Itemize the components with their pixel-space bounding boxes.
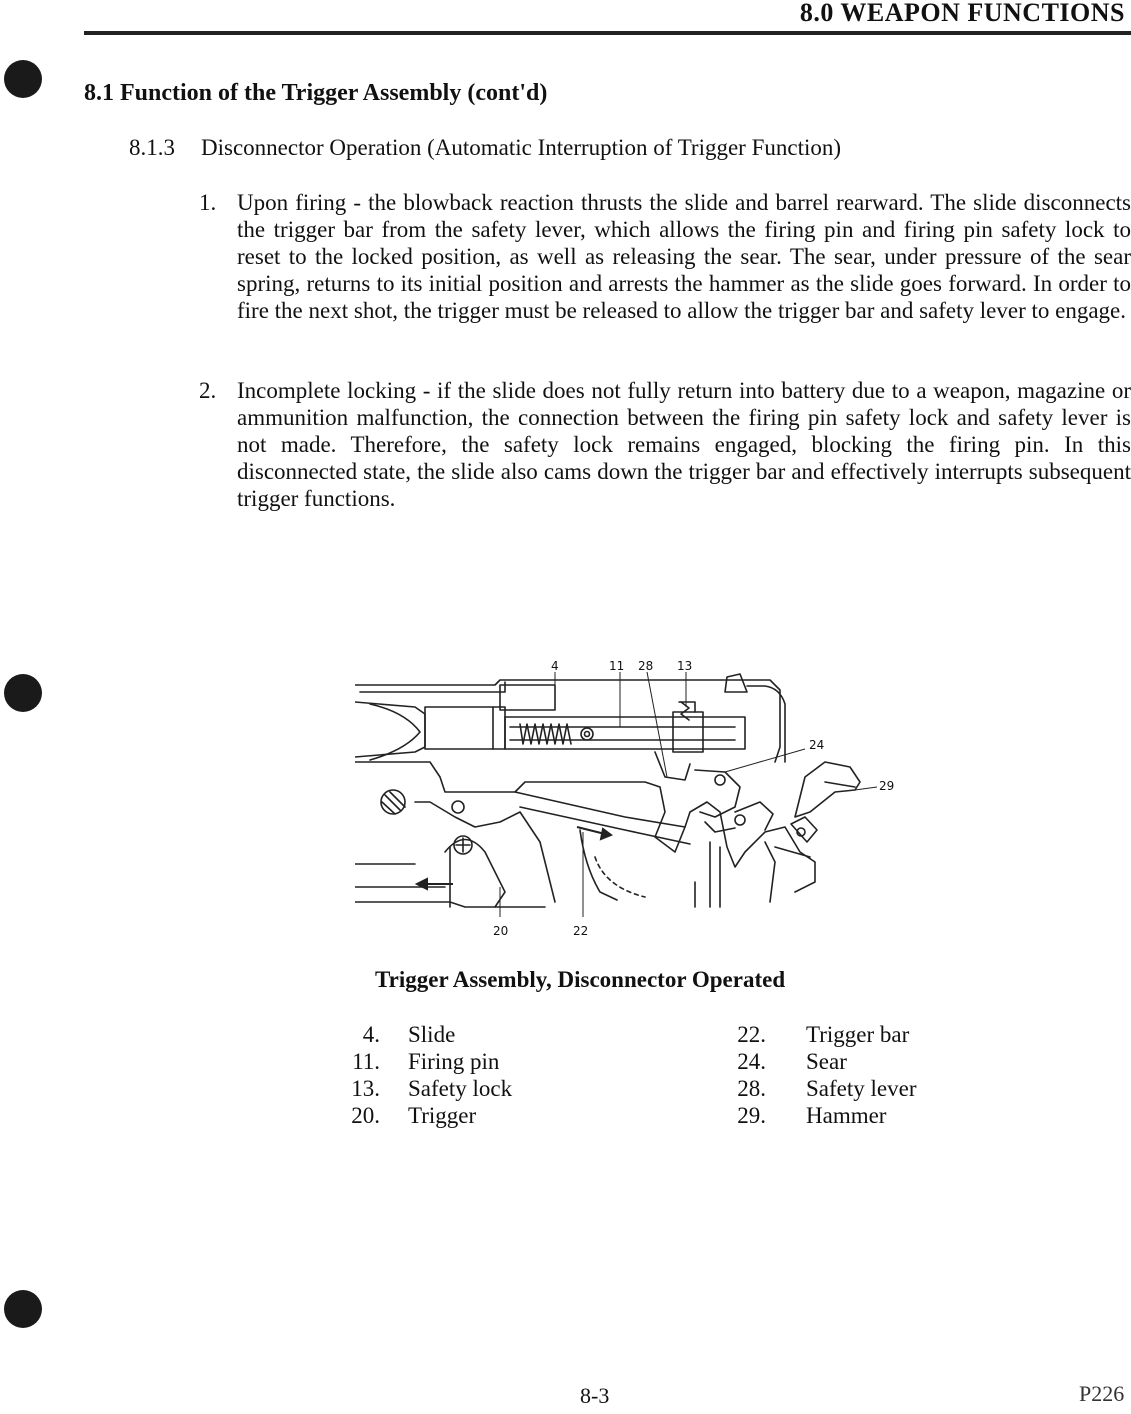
subsection-number: 8.1.3 [129, 135, 175, 160]
legend-name: Sear [806, 1049, 847, 1074]
legend-number: 22. [737, 1022, 766, 1047]
page-header-title: 8.0 WEAPON FUNCTIONS [799, 0, 1125, 27]
paragraph-number: 1. [199, 190, 217, 215]
punch-hole-middle [4, 674, 42, 712]
subsection-title: Disconnector Operation (Automatic Interruption of Trigger Function) [201, 135, 842, 160]
legend-number: 20. [351, 1103, 380, 1128]
subsection-heading [129, 135, 841, 161]
header-rule [84, 31, 1131, 35]
punch-hole-top [4, 60, 42, 98]
callout-24: 24 [809, 738, 825, 752]
legend-number: 13. [351, 1076, 380, 1101]
callout-13: 13 [677, 659, 693, 673]
legend-name: Trigger bar [806, 1022, 910, 1047]
model-label: P226 [1079, 1381, 1125, 1406]
callout-29: 29 [879, 779, 895, 793]
legend-number: 11. [352, 1049, 380, 1074]
trigger-assembly-figure [355, 652, 895, 942]
paragraph-number: 2. [199, 378, 217, 403]
legend-name: Slide [408, 1022, 456, 1047]
callout-28: 28 [638, 659, 654, 673]
paragraph-text: Upon firing - the blowback reaction thrusts the slide and barrel rearward. The slide disconnects the trigger bar from the safety lever, which allows the firing pin and firing pin safety lock to reset to the locked position, as well as releasing the sear. The sear, under pressure of the sear spring, returns to its initial position and arrests the hammer as the slide goes forward. In order to fire the next shot, the trigger must be released to allow the trigger bar and safety lever to engage. [237, 190, 1131, 323]
callout-4: 4 [551, 659, 559, 673]
legend-name: Safety lever [806, 1076, 917, 1101]
legend-name: Hammer [806, 1103, 887, 1128]
section-heading: 8.1 Function of the Trigger Assembly (cont'd) [84, 80, 548, 106]
callout-22: 22 [573, 924, 589, 938]
legend-number: 24. [737, 1049, 766, 1074]
paragraph-text: Incomplete locking - if the slide does not fully return into battery due to a weapon, magazine or ammunition malfunction, the connection between the firing pin safety lock and safety lever is not made. Therefore, the safety lock remains engaged, blocking the firing pin. In this disconnected state, the slide also cams down the trigger bar and effectively interrupts subsequent trigger functions. [237, 378, 1131, 511]
legend-name: Trigger [408, 1103, 477, 1128]
paragraph-1 [199, 189, 1131, 324]
legend-number: 4. [362, 1022, 380, 1047]
figure-caption: Trigger Assembly, Disconnector Operated [375, 967, 786, 992]
page-number: 8-3 [580, 1383, 610, 1408]
callout-11: 11 [609, 659, 625, 673]
callout-20: 20 [493, 924, 509, 938]
trigger-assembly-drawing [355, 652, 895, 942]
legend-number: 28. [737, 1076, 766, 1101]
legend-number: 29. [737, 1103, 766, 1128]
paragraph-2 [199, 377, 1131, 512]
legend-name: Firing pin [408, 1049, 500, 1074]
legend-name: Safety lock [408, 1076, 513, 1101]
punch-hole-bottom [4, 1290, 42, 1328]
